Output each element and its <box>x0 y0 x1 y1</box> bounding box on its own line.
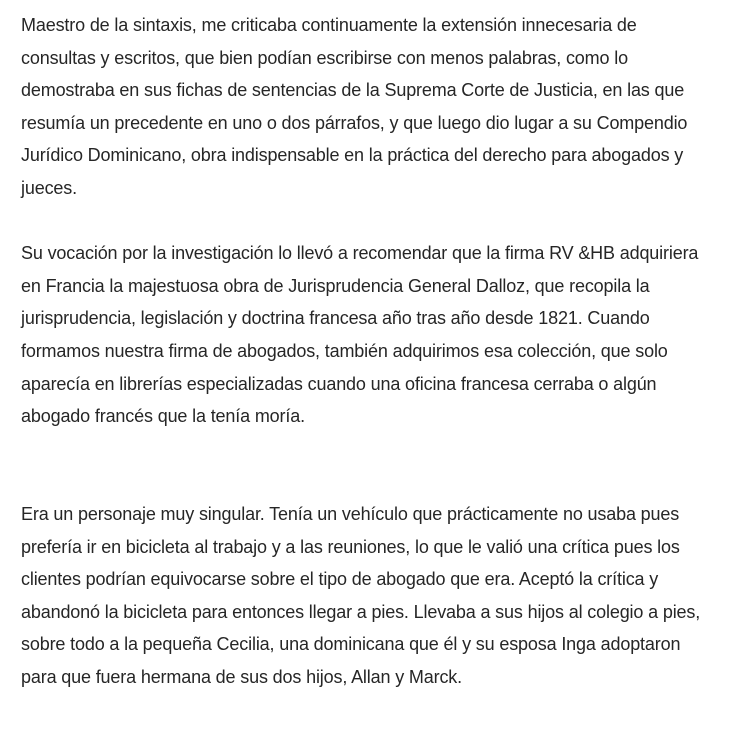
text-line: jurisprudencia, legislación y doctrina francesa año tras año desde 1821. Cuando <box>21 308 650 329</box>
text-line: abogado francés que la tenía moría. <box>21 406 305 427</box>
text-line: para que fuera hermana de sus dos hijos, Allan y Marck. <box>21 666 462 687</box>
paragraph-3 <box>21 498 747 694</box>
paragraph-1 <box>21 9 747 205</box>
text-line: consultas y escritos, que bien podían escribirse con menos palabras, como lo <box>21 47 628 68</box>
text-line: resumía un precedente en uno o dos párrafos, y que luego dio lugar a su Compendio <box>21 112 688 133</box>
text-line: Era un personaje muy singular. Tenía un vehículo que prácticamente no usaba pues <box>21 503 680 524</box>
text-line: demostraba en sus fichas de sentencias de la Suprema Corte de Justicia, en las que <box>21 80 685 101</box>
text-line: aparecía en librerías especializadas cuando una oficina francesa cerraba o algún <box>21 373 657 394</box>
text-line: Su vocación por la investigación lo llevó a recomendar que la firma RV &HB adquiriera <box>21 243 699 264</box>
article-body <box>21 9 747 693</box>
text-line: Maestro de la sintaxis, me criticaba continuamente la extensión innecesaria de <box>21 15 637 35</box>
text-line: prefería ir en bicicleta al trabajo y a las reuniones, lo que le valió una crítica pues los <box>21 536 680 557</box>
text-line: abandonó la bicicleta para entonces llegar a pies. Llevaba a sus hijos al colegio a pies, <box>21 601 701 622</box>
paragraph-2 <box>21 237 747 433</box>
text-line: jueces. <box>21 177 77 198</box>
text-line: clientes podrían equivocarse sobre el tipo de abogado que era. Aceptó la crítica y <box>21 569 659 590</box>
text-line: formamos nuestra firma de abogados, también adquirimos esa colección, que solo <box>21 340 668 361</box>
text-line: en Francia la majestuosa obra de Jurisprudencia General Dalloz, que recopila la <box>21 275 650 296</box>
text-line: sobre todo a la pequeña Cecilia, una dominicana que él y su esposa Inga adoptaron <box>21 634 681 655</box>
text-line: Jurídico Dominicano, obra indispensable en la práctica del derecho para abogados y <box>21 145 684 166</box>
